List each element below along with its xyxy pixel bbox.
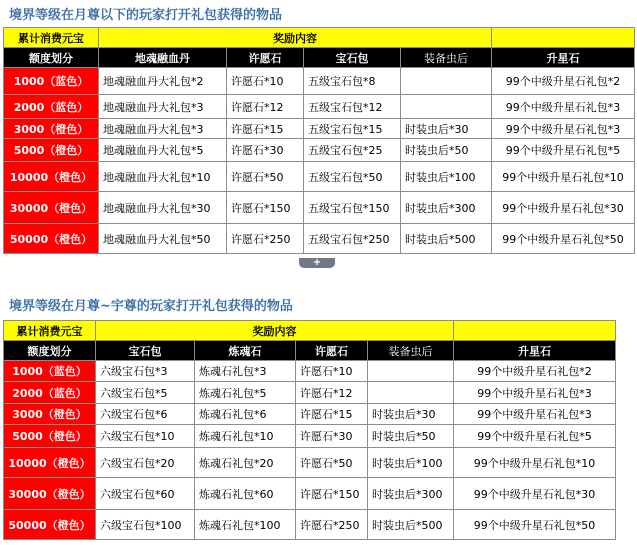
header-blank <box>454 321 616 341</box>
section-1-title: 境界等级在月尊以下的玩家打开礼包获得的物品 <box>9 8 283 23</box>
table-cell: 地魂融血丹大礼包*50 <box>99 224 227 254</box>
table-cell: 六级宝石包*20 <box>96 448 195 478</box>
tier-cell: 2000（蓝色） <box>4 382 96 404</box>
tier-cell: 30000（橙色） <box>4 192 99 224</box>
table-cell: 99个中级升星石礼包*3 <box>454 382 616 404</box>
table-cell: 地魂融血丹大礼包*10 <box>99 162 227 192</box>
table-cell: 许愿石*15 <box>227 119 304 139</box>
table-cell: 五级宝石包*250 <box>304 224 401 254</box>
table-cell: 地魂融血丹大礼包*2 <box>99 68 227 95</box>
table-cell: 六级宝石包*60 <box>96 478 195 510</box>
header-item-3: 许愿石 <box>296 341 368 361</box>
table-row <box>4 119 635 139</box>
table-cell: 99个中级升星石礼包*30 <box>454 478 616 510</box>
table-cell: 许愿石*10 <box>296 361 368 382</box>
table-cell: 地魂融血丹大礼包*5 <box>99 139 227 162</box>
tier-cell: 5000（橙色） <box>4 139 99 162</box>
table-row <box>4 95 635 119</box>
table-cell: 炼魂石礼包*6 <box>195 404 296 425</box>
table-cell: 地魂融血丹大礼包*3 <box>99 95 227 119</box>
table-cell: 六级宝石包*6 <box>96 404 195 425</box>
reward-table-2 <box>3 320 616 540</box>
table-cell: 六级宝石包*10 <box>96 425 195 448</box>
tier-cell: 50000（橙色） <box>4 510 96 540</box>
table-cell: 时装虫后*30 <box>368 404 454 425</box>
table-cell: 99个中级升星石礼包*5 <box>454 425 616 448</box>
table-cell: 99个中级升星石礼包*3 <box>454 404 616 425</box>
table-cell: 时装虫后*100 <box>368 448 454 478</box>
table-cell: 五级宝石包*12 <box>304 95 401 119</box>
table-cell: 许愿石*15 <box>296 404 368 425</box>
table-cell: 99个中级升星石礼包*2 <box>454 361 616 382</box>
table-cell: 许愿石*10 <box>227 68 304 95</box>
table-row <box>4 224 635 254</box>
reward-table-1 <box>3 27 635 254</box>
table-cell: 许愿石*30 <box>296 425 368 448</box>
header-blank <box>492 28 635 48</box>
table-cell: 地魂融血丹大礼包*3 <box>99 119 227 139</box>
header-item-5: 升星石 <box>454 341 616 361</box>
table-cell: 时装虫后*500 <box>368 510 454 540</box>
header-tier: 额度划分 <box>4 48 99 68</box>
table-row <box>4 361 616 382</box>
table-cell: 许愿石*250 <box>227 224 304 254</box>
table-cell: 99个中级升星石礼包*3 <box>492 95 635 119</box>
table-cell: 99个中级升星石礼包*2 <box>492 68 635 95</box>
table-cell: 99个中级升星石礼包*10 <box>454 448 616 478</box>
table-cell: 炼魂石礼包*100 <box>195 510 296 540</box>
tier-cell: 10000（橙色） <box>4 448 96 478</box>
header-item-1: 宝石包 <box>96 341 195 361</box>
table-cell: 99个中级升星石礼包*5 <box>492 139 635 162</box>
table-cell: 99个中级升星石礼包*50 <box>454 510 616 540</box>
table-cell: 许愿石*150 <box>227 192 304 224</box>
table-row <box>4 404 616 425</box>
table-cell: 六级宝石包*3 <box>96 361 195 382</box>
table-cell: 五级宝石包*150 <box>304 192 401 224</box>
table-cell: 许愿石*12 <box>296 382 368 404</box>
header-item-2: 许愿石 <box>227 48 304 68</box>
table-cell: 炼魂石礼包*20 <box>195 448 296 478</box>
tier-cell: 1000（蓝色） <box>4 361 96 382</box>
table-cell: 五级宝石包*50 <box>304 162 401 192</box>
table-cell: 地魂融血丹大礼包*30 <box>99 192 227 224</box>
table-cell: 炼魂石礼包*5 <box>195 382 296 404</box>
table-row <box>4 478 616 510</box>
table-row <box>4 68 635 95</box>
table-cell: 时装虫后*300 <box>401 192 492 224</box>
table-cell: 时装虫后*500 <box>401 224 492 254</box>
header-item-3: 宝石包 <box>304 48 401 68</box>
header-total-spend: 累计消费元宝 <box>4 28 99 48</box>
table-cell: 五级宝石包*8 <box>304 68 401 95</box>
table-cell: 许愿石*30 <box>227 139 304 162</box>
tier-cell: 3000（橙色） <box>4 404 96 425</box>
table-row <box>4 382 616 404</box>
table-row <box>4 448 616 478</box>
plus-icon: + <box>312 257 322 268</box>
table-cell <box>368 382 454 404</box>
section-2-title: 境界等级在月尊~宇尊的玩家打开礼包获得的物品 <box>9 299 293 314</box>
table-cell: 时装虫后*100 <box>401 162 492 192</box>
header-item-4: 装备虫后 <box>401 48 492 68</box>
tier-cell: 1000（蓝色） <box>4 68 99 95</box>
table-cell: 许愿石*250 <box>296 510 368 540</box>
table-cell <box>368 361 454 382</box>
header-reward-content: 奖励内容 <box>99 28 492 48</box>
header-item-1: 地魂融血丹 <box>99 48 227 68</box>
tier-cell: 3000（橙色） <box>4 119 99 139</box>
table-cell: 许愿石*12 <box>227 95 304 119</box>
table-cell <box>401 68 492 95</box>
table-cell: 99个中级升星石礼包*50 <box>492 224 635 254</box>
table-row <box>4 510 616 540</box>
table-cell: 五级宝石包*15 <box>304 119 401 139</box>
expand-tab[interactable] <box>299 258 335 268</box>
table-cell: 许愿石*50 <box>296 448 368 478</box>
tier-cell: 10000（橙色） <box>4 162 99 192</box>
tier-cell: 30000（橙色） <box>4 478 96 510</box>
table-cell: 许愿石*150 <box>296 478 368 510</box>
table-cell: 99个中级升星石礼包*30 <box>492 192 635 224</box>
table-cell: 炼魂石礼包*10 <box>195 425 296 448</box>
table-cell: 99个中级升星石礼包*3 <box>492 119 635 139</box>
header-item-2: 炼魂石 <box>195 341 296 361</box>
table-cell: 99个中级升星石礼包*10 <box>492 162 635 192</box>
table-row <box>4 139 635 162</box>
tier-cell: 5000（橙色） <box>4 425 96 448</box>
header-item-4: 装备虫后 <box>368 341 454 361</box>
table-cell: 六级宝石包*5 <box>96 382 195 404</box>
tier-cell: 50000（橙色） <box>4 224 99 254</box>
table-cell: 时装虫后*50 <box>368 425 454 448</box>
table-row <box>4 425 616 448</box>
table-cell: 六级宝石包*100 <box>96 510 195 540</box>
table-cell: 时装虫后*50 <box>401 139 492 162</box>
tier-cell: 2000（蓝色） <box>4 95 99 119</box>
table-cell: 许愿石*50 <box>227 162 304 192</box>
table-cell: 时装虫后*30 <box>401 119 492 139</box>
header-reward-content: 奖励内容 <box>96 321 454 341</box>
table-row <box>4 192 635 224</box>
header-tier: 额度划分 <box>4 341 96 361</box>
header-total-spend: 累计消费元宝 <box>4 321 96 341</box>
table-cell: 时装虫后*300 <box>368 478 454 510</box>
table-cell: 炼魂石礼包*3 <box>195 361 296 382</box>
table-row <box>4 162 635 192</box>
table-cell: 炼魂石礼包*60 <box>195 478 296 510</box>
table-cell: 五级宝石包*25 <box>304 139 401 162</box>
table-cell <box>401 95 492 119</box>
header-item-5: 升星石 <box>492 48 635 68</box>
